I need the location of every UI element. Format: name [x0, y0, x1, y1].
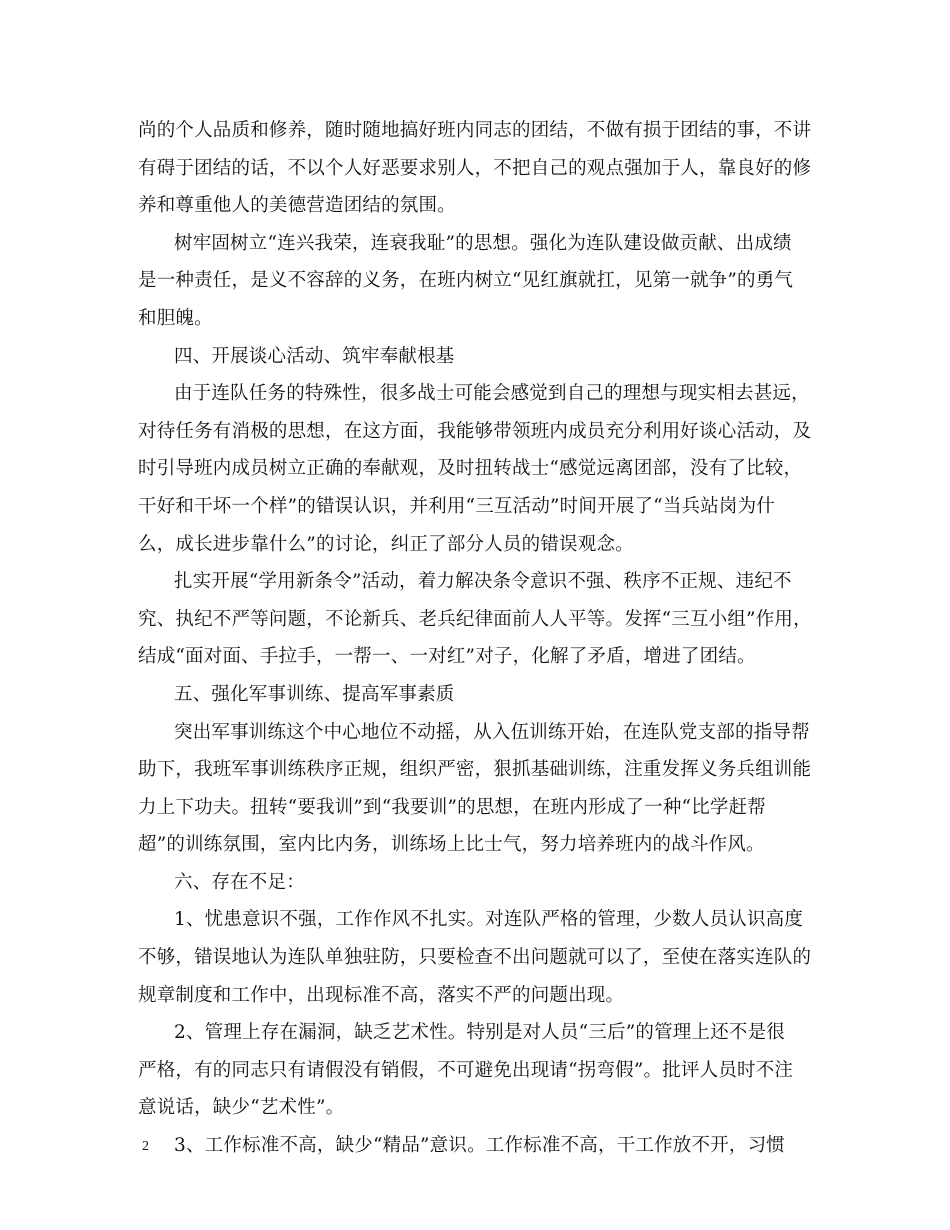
text-line: 时引导班内成员树立正确的奉献观，及时扭转战士“感觉远离团部，没有了比较， — [138, 458, 803, 480]
text-line: 对待任务有消极的思想，在这方面，我能够带领班内成员充分利用好谈心活动，及 — [138, 420, 812, 442]
text-line: 六、存在不足： — [174, 871, 305, 893]
text-line: 干好和干坏一个样”的错误认识，并利用“三互活动”时间开展了“当兵站岗为什 — [138, 495, 776, 517]
text-line: 突出军事训练这个中心地位不动摇，从入伍训练开始，在连队党支部的指导帮 — [174, 721, 810, 743]
text-line: 是一种责任，是义不容辞的义务，在班内树立“见红旗就扛，见第一就争”的勇气 — [138, 270, 794, 292]
text-line: 3、工作标准不高，缺少“精品”意识。工作标准不高，干工作放不开，习惯 — [174, 1135, 785, 1157]
text-line: 扎实开展“学用新条令”活动，着力解决条令意识不强、秩序不正规、违纪不 — [174, 571, 792, 593]
text-line: 力上下功夫。扭转“要我训”到“我要训”的思想，在班内形成了一种“比学赶帮 — [138, 796, 766, 818]
text-line: 树牢固树立“连兴我荣，连衰我耻”的思想。强化为连队建设做贡献、出成绩 — [174, 232, 792, 254]
document-body — [138, 112, 828, 1165]
text-line: 规章制度和工作中，出现标准不高，落实不严的问题出现。 — [138, 984, 625, 1006]
text-line: 五、强化军事训练、提高军事素质 — [174, 683, 455, 705]
text-line: 2、管理上存在漏洞，缺乏艺术性。特别是对人员“三后”的管理上还不是很 — [174, 1022, 785, 1044]
text-line: 超”的训练氛围，室内比内务，训练场上比士气，努力培养班内的战斗作风。 — [138, 834, 765, 856]
text-line: 助下，我班军事训练秩序正规，组织严密，狠抓基础训练，注重发挥义务兵组训能 — [138, 759, 812, 781]
page-number: 2 — [142, 1139, 149, 1154]
text-line: 不够，错误地认为连队单独驻防，只要检查不出问题就可以了，至使在落实连队的 — [138, 947, 812, 969]
text-line: 究、执纪不严等问题，不论新兵、老兵纪律面前人人平等。发挥“三互小组”作用， — [138, 608, 812, 630]
text-line: 四、开展谈心活动、筑牢奉献根基 — [174, 345, 455, 367]
text-line: 结成“面对面、手拉手，一帮一、一对红”对子，化解了矛盾，增进了团结。 — [138, 646, 756, 668]
text-line: 和胆魄。 — [138, 307, 213, 329]
text-line: 养和尊重他人的美德营造团结的氛围。 — [138, 195, 456, 217]
text-line: 严格，有的同志只有请假没有销假，不可避免出现请“拐弯假”。批评人员时不注 — [138, 1059, 794, 1081]
text-line: 由于连队任务的特殊性，很多战士可能会感觉到自己的理想与现实相去甚远， — [174, 383, 810, 405]
text-line: 尚的个人品质和修养，随时随地搞好班内同志的团结，不做有损于团结的事，不讲 — [138, 120, 812, 141]
text-line: 有碍于团结的话，不以个人好恶要求别人，不把自己的观点强加于人，靠良好的修 — [138, 157, 812, 179]
text-line: 1、忧患意识不强，工作作风不扎实。对连队严格的管理，少数人员认识高度 — [174, 909, 804, 931]
text-line: 么，成长进步靠什么”的讨论，纠正了部分人员的错误观念。 — [138, 533, 634, 555]
text-line: 意说话，缺少“艺术性”。 — [138, 1097, 345, 1119]
